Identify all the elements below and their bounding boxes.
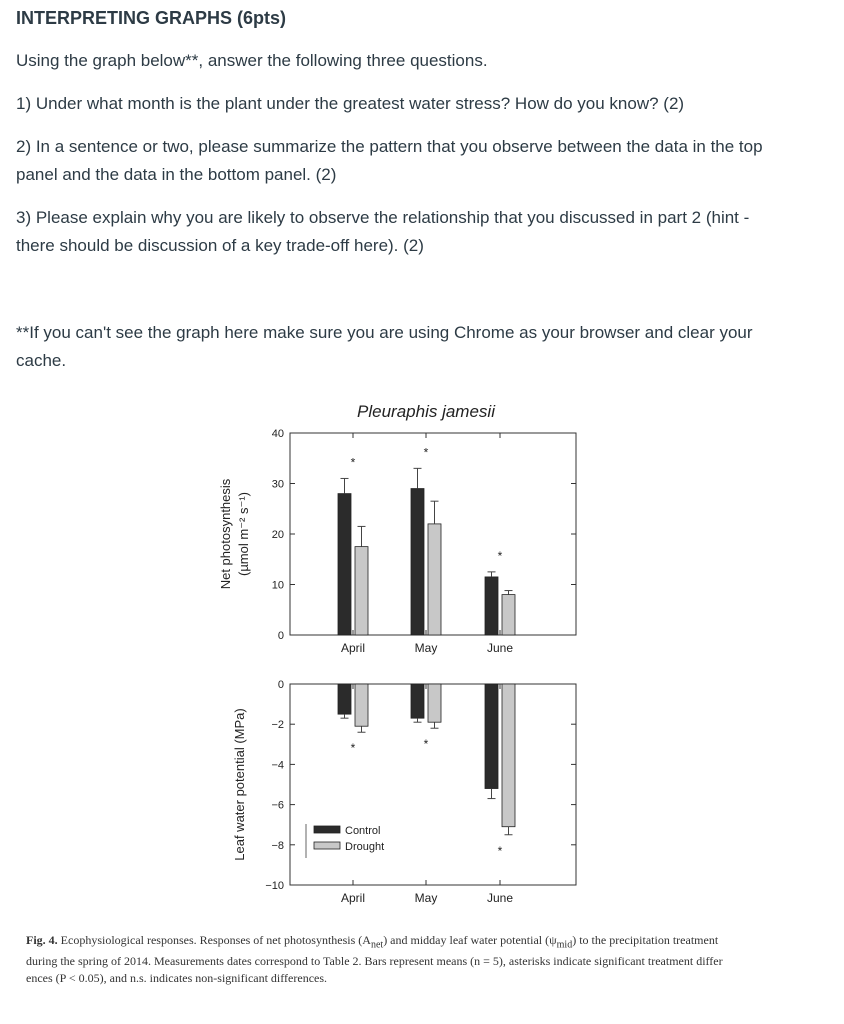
bar-drought xyxy=(355,547,368,635)
x-tick-label: May xyxy=(414,891,438,905)
question-3-line2: there should be discussion of a key trade-off here). (2) xyxy=(16,236,424,255)
significance-marker: * xyxy=(350,455,356,470)
question-2-line2: panel and the data in the bottom panel. (2) xyxy=(16,165,337,184)
bar-drought xyxy=(428,684,441,722)
y-tick-label: 0 xyxy=(277,630,284,642)
page-title: INTERPRETING GRAPHS (6pts) xyxy=(16,8,287,28)
bar-drought xyxy=(428,524,441,635)
bar-control xyxy=(338,684,351,714)
y-axis-unit: (µmol m⁻² s⁻¹) xyxy=(236,491,251,577)
y-tick-label: −4 xyxy=(271,759,284,772)
caption-line2: during the spring of 2014. Measurements dates correspond to Table 2. Bars represent means (n = 5), asterisks indicate significant treatment differ xyxy=(26,954,723,969)
bar-control xyxy=(411,489,424,635)
y-tick-label: −2 xyxy=(271,719,284,732)
caption-line1: Fig. 4. Ecophysiological responses. Responses of net photosynthesis $(A_{net})$ and midday leaf water potential $(\psi_{mid})$ to the precipitation treatment xyxy=(26,933,719,951)
chart-title: Pleuraphis jamesii xyxy=(357,402,495,421)
x-tick-label: June xyxy=(486,891,514,905)
figure-caption xyxy=(26,932,844,987)
legend-label-drought: Drought xyxy=(345,841,385,853)
significance-marker: * xyxy=(497,548,503,563)
y-tick-label: −6 xyxy=(271,799,284,812)
y-tick-label: −10 xyxy=(265,880,284,892)
browser-note-line1: **If you can't see the graph here make sure you are using Chrome as your browser and clear your xyxy=(16,323,753,342)
y-tick-label: 0 xyxy=(277,679,284,691)
intro-text: Using the graph below**, answer the following three questions. xyxy=(16,51,488,70)
bar-drought xyxy=(502,684,515,827)
question-2-line1: 2) In a sentence or two, please summarize the pattern that you observe between the data in the top xyxy=(16,137,763,156)
figure-chart xyxy=(208,395,588,915)
y-tick-label: −8 xyxy=(271,839,284,852)
bar-drought xyxy=(355,684,368,726)
x-tick-label: June xyxy=(486,641,514,655)
caption-line3: ences (P < 0.05), and n.s. indicates non-significant differences. xyxy=(26,971,328,986)
bar-control xyxy=(411,684,424,718)
bar-drought xyxy=(502,595,515,635)
legend-swatch-drought xyxy=(314,842,340,849)
significance-marker: * xyxy=(423,445,429,460)
significance-marker: * xyxy=(423,737,429,752)
y-tick-label: 30 xyxy=(271,478,284,491)
bar-control xyxy=(485,577,498,635)
y-axis-label: Leaf water potential (MPa) xyxy=(232,708,247,861)
question-3-line1: 3) Please explain why you are likely to observe the relationship that you discussed in part 2 (hint - xyxy=(16,208,750,227)
legend-swatch-control xyxy=(314,826,340,833)
bar-control xyxy=(485,684,498,789)
question-1: 1) Under what month is the plant under the greatest water stress? How do you know? (2) xyxy=(16,94,685,113)
legend-label-control: Control xyxy=(345,825,381,837)
x-tick-label: May xyxy=(414,641,438,655)
x-tick-label: April xyxy=(340,641,366,655)
browser-note-line2: cache. xyxy=(16,351,67,370)
significance-marker: * xyxy=(350,741,356,756)
y-tick-label: 40 xyxy=(271,428,284,440)
y-tick-label: 10 xyxy=(271,579,284,592)
x-tick-label: April xyxy=(340,891,366,905)
top-panel xyxy=(218,428,576,655)
y-tick-label: 20 xyxy=(271,529,284,541)
significance-marker: * xyxy=(497,843,503,858)
bar-control xyxy=(338,494,351,635)
bottom-panel xyxy=(232,679,576,905)
y-axis-label: Net photosynthesis xyxy=(218,478,233,590)
